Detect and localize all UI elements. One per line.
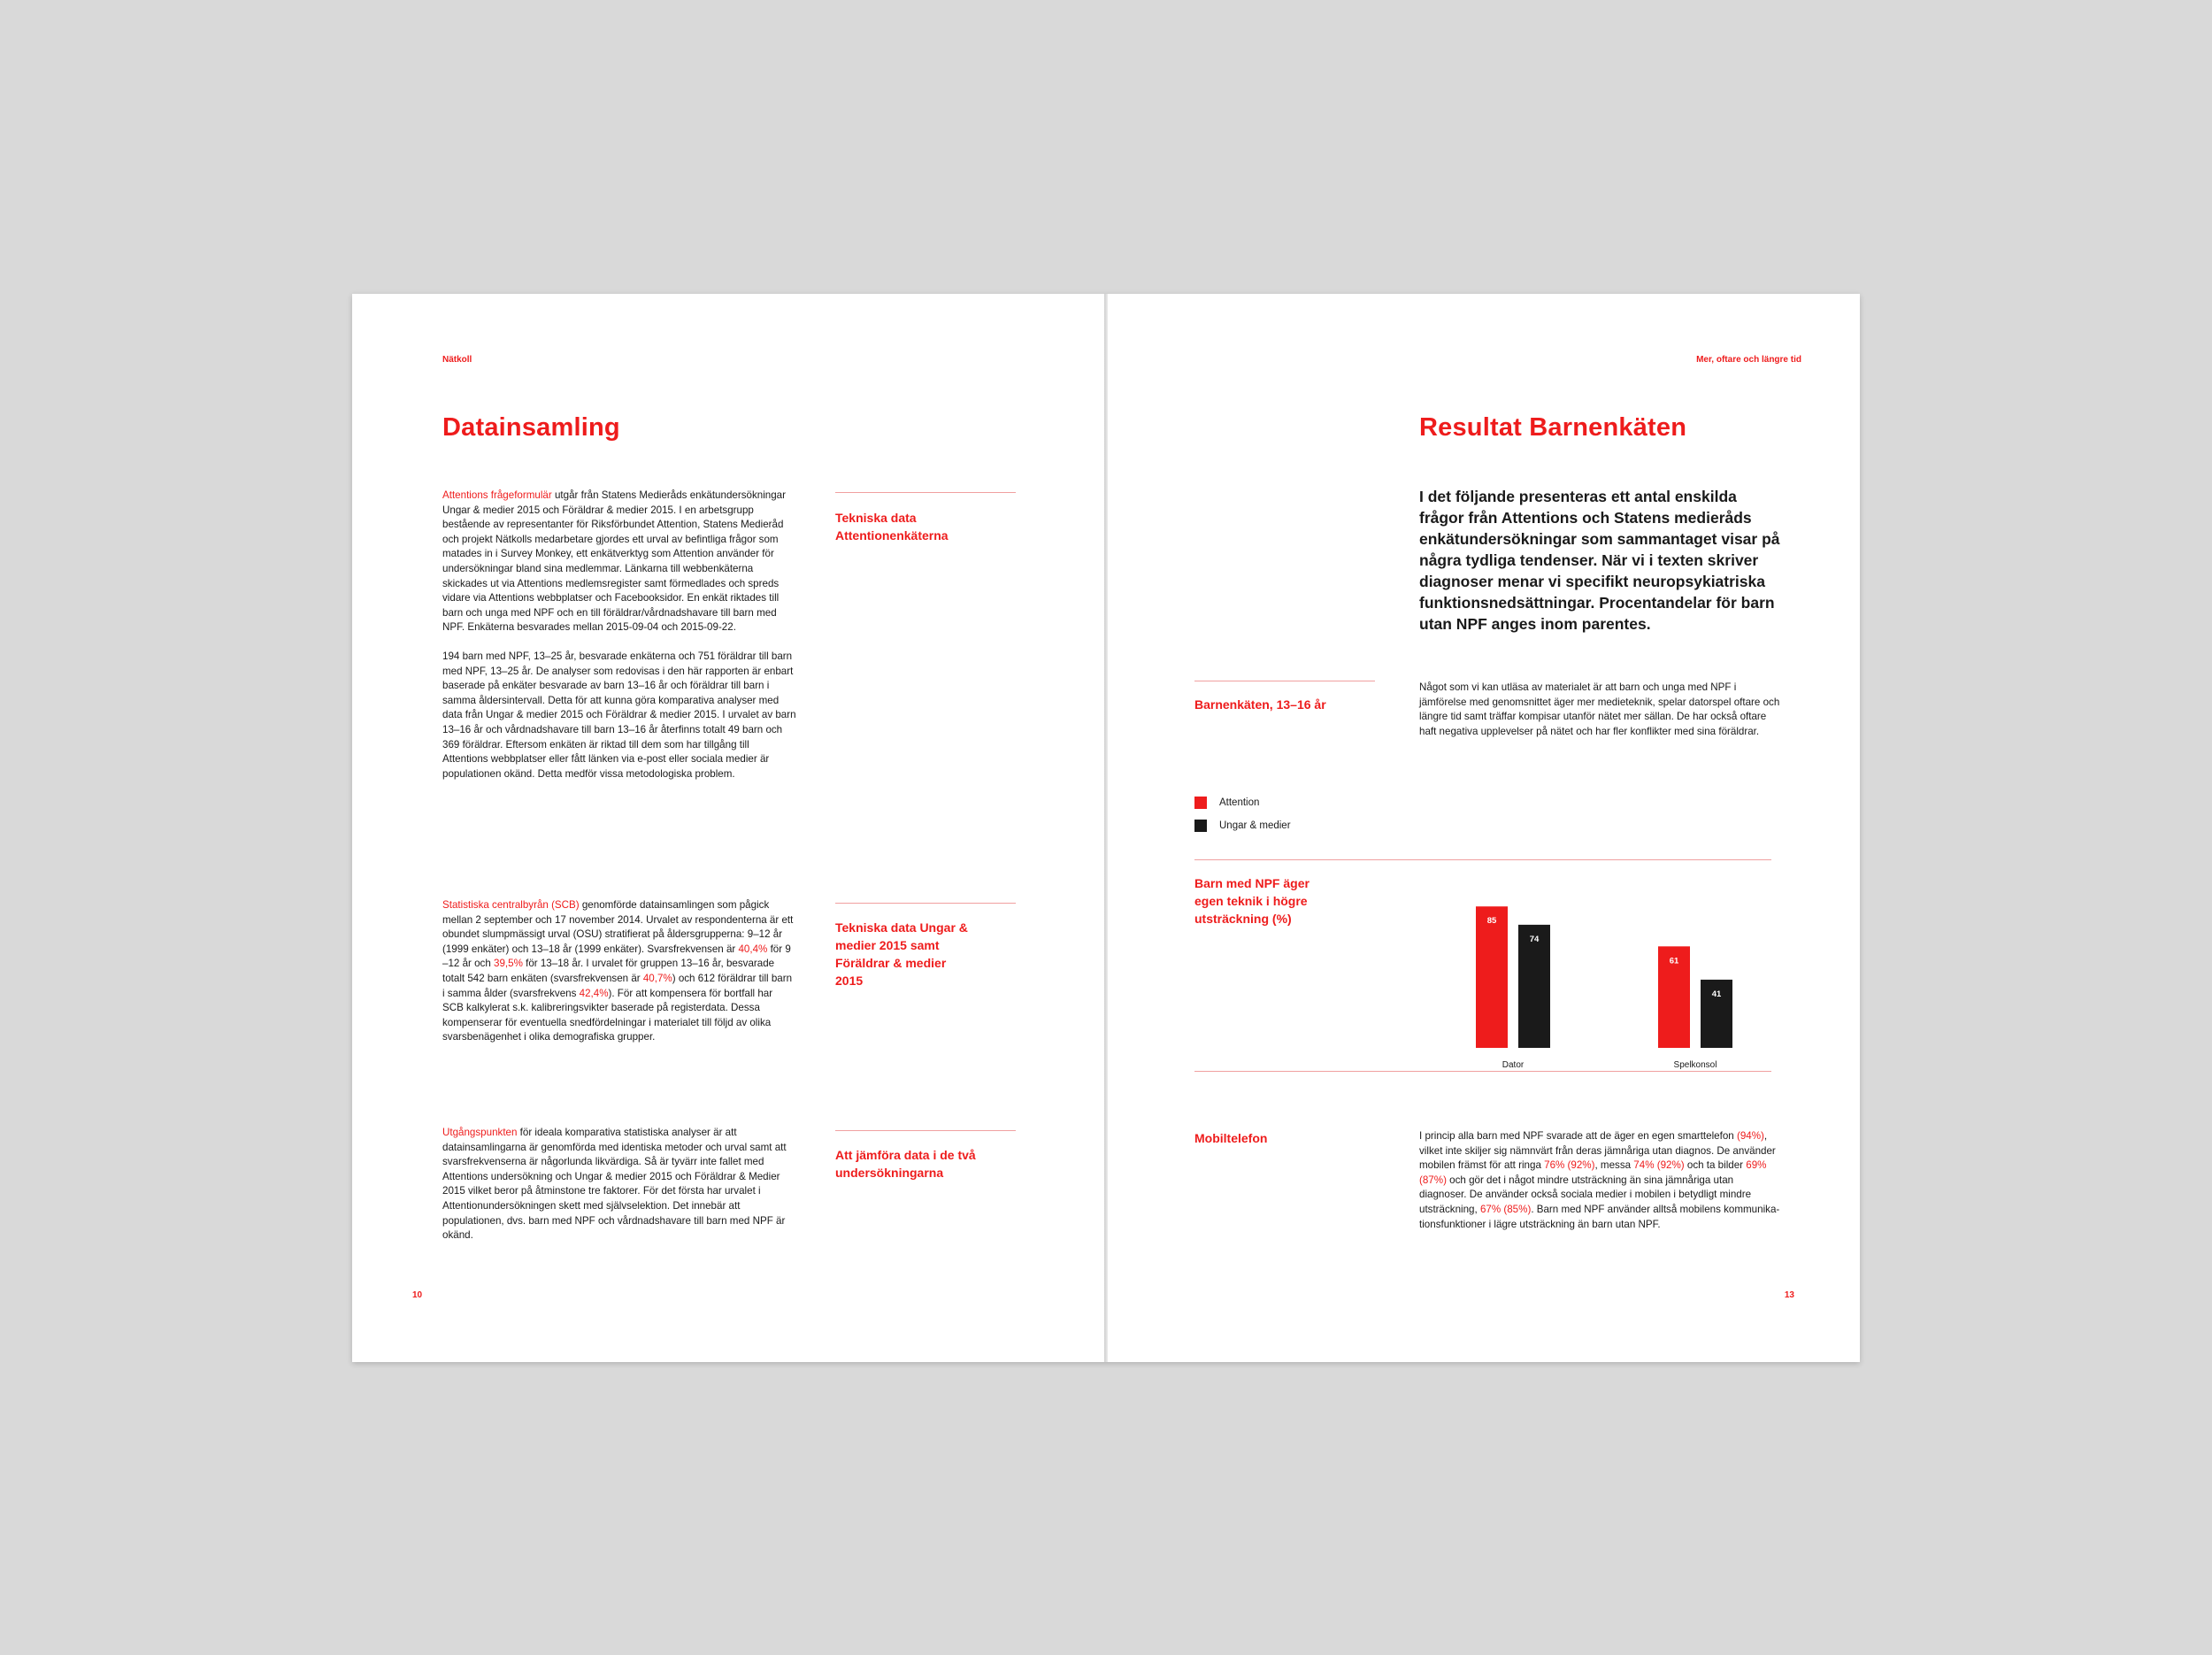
- running-head-right: Mer, oftare och längre tid: [1696, 355, 1801, 365]
- legend-swatch: [1194, 797, 1207, 809]
- chart-top-rule: [1194, 859, 1771, 860]
- side-head-scb: Tekniska data Ungar & medier 2015 samt Föräldrar & medier 2015: [835, 920, 968, 988]
- paragraph: [442, 489, 796, 635]
- highlight: (94%): [1736, 1130, 1764, 1142]
- highlight: 74% (92%): [1633, 1159, 1685, 1172]
- highlight: 39,5%: [494, 958, 523, 970]
- text-run: genomförde datainsamlingen som pågick mellan 2 september och 17 november 2014. Urvalet av respondenterna är ett obundet slumpmässigt urval (OSU) stratifierat på åldersgrupperna: 9–12 år (1999 enkäter) och 13–18 år (1999 enkäter). Svarsfrekvensen är: [442, 899, 794, 955]
- lead-in: Statistiska centralbyrån (SCB): [442, 899, 580, 911]
- legend-item-attention: [1194, 795, 1291, 811]
- text-run: I princip alla barn med NPF svarade att de äger en egen smarttelefon: [1419, 1130, 1737, 1142]
- highlight: 76% (92%): [1544, 1159, 1595, 1172]
- bar-dator-attention: [1476, 906, 1508, 1048]
- text-run: för 9 –12 år och: [442, 943, 791, 970]
- chart-bottom-rule: [1194, 1071, 1771, 1072]
- legend-label: Ungar & medier: [1219, 820, 1291, 831]
- lead-in: Utgångspunkten: [442, 1127, 518, 1138]
- paragraph: [1419, 1129, 1782, 1232]
- legend-item-ungar: [1194, 818, 1291, 834]
- text-run: för ideala komparativa statistiska analyser är att datainsamlingarna är genomförda med identiska metoder och urval samt att svarsfrekvenserna är någorlunda likvärdiga. Så är tyvärr inte fallet med Attentions undersökning och Ungar & medier 2015 och Föräldrar & Medier 2015 vilket beror på åtminstone tre faktorer. För det första har urvalet i Attentionundersökningen skett med självselektion. Det innebär att populationen, dvs. barn med NPF och vårdnadshavare till barn med NPF är okänd.: [442, 1127, 787, 1242]
- highlight: 40,4%: [738, 943, 768, 955]
- chart-legend: [1194, 795, 1291, 834]
- category-label: Spelkonsol: [1673, 1060, 1717, 1070]
- side-rule: [835, 492, 1016, 493]
- paragraph: [442, 1126, 796, 1243]
- section-head-barnenkaten: Barnenkäten, 13–16 år: [1194, 697, 1326, 712]
- document-spread: [352, 294, 1860, 1362]
- side-head-comparison: Att jämföra data i de två undersökningarna: [835, 1148, 976, 1180]
- section-scb-text: [442, 898, 796, 1045]
- text-run: . Barn med NPF använder alltså mobilens kommunikationsfunktioner i lägre utsträckning än barn utan NPF.: [1419, 1203, 1780, 1230]
- highlight: 69% (87%): [1419, 1159, 1767, 1186]
- bar-value-label: 85: [1486, 916, 1497, 927]
- page-number-right: 13: [1784, 1290, 1794, 1300]
- bar-value-label: 74: [1529, 934, 1540, 944]
- section-text-barnenkaten: Något som vi kan utläsa av materialet är att barn och unga med NPF i jämförelse med genomsnittet äger mer medieteknik, spelar datorspel oftare och längre tid samt träffar kompisar utanför nätet mer sällan. De har också oftare haft negativa upplevelser på nätet och har fler konflikter med sina föräldrar.: [1419, 681, 1780, 737]
- text-run: , messa: [1594, 1159, 1634, 1172]
- legend-label: Attention: [1219, 797, 1260, 808]
- text-run: , vilket inte skiljer sig nämnvärt från deras jämnåriga utan diagnos. De använder mobilen främst för att ringa: [1419, 1130, 1776, 1172]
- category-label: Dator: [1502, 1060, 1525, 1070]
- side-head-attention: Tekniska data Attentionenkäterna: [835, 511, 949, 543]
- legend-swatch: [1194, 820, 1207, 832]
- right-page: [1108, 294, 1860, 1362]
- highlight: 42,4%: [579, 987, 609, 999]
- side-rule: [835, 1130, 1016, 1131]
- section-text-mobiltelefon: [1419, 1129, 1782, 1232]
- running-head-left: Nätkoll: [442, 355, 472, 365]
- highlight: 40,7%: [642, 972, 672, 984]
- text-run: och gör det i något mindre utsträckning än sina jämnåriga utan diagnoser. De använder också sociala medier i mobilen i betydligt mindre utsträckning,: [1419, 1174, 1752, 1215]
- lead-in: Attentions frågeformulär: [442, 489, 552, 501]
- page-number-left: 10: [412, 1290, 423, 1300]
- page-title-left: Datainsamling: [442, 413, 620, 442]
- paragraph: 194 barn med NPF, 13–25 år, besvarade enkäterna och 751 föräldrar till barn med NPF, 13–25 år. De analyser som redovisas i den här rapporten är enbart baserade på enkäter besvarade av barn 13–16 år och föräldrar till barn i samma åldersintervall. Detta för att kunna göra komparativa analyser med data från Ungar & medier 2015 och Föräldrar & medier 2015. I urvalet av barn 13–16 år och vårdnadshavare till barn 13–16 år återfinns totalt 49 barn och 369 föräldrar. Eftersom enkäten är riktad till dem som har tillgång till Attentions webbplatser eller fått länken via e-post eller sociala medier är populationen okänd. Detta medför vissa metodologiska problem.: [442, 650, 796, 780]
- paragraph: [442, 898, 796, 1045]
- bar-chart: [1373, 869, 1771, 1070]
- side-rule: [835, 903, 1016, 904]
- section-head-mobiltelefon: Mobiltelefon: [1194, 1131, 1268, 1145]
- paragraph-text: utgår från Statens Medieråds enkätundersökningar Ungar & medier 2015 och Föräldrar & medier 2015. I en arbetsgrupp bestående av representanter för Riksförbundet Attention, Statens Medieråd och projekt Nätkolls medarbetare gjordes ett urval av befintliga frågor som matades in i Survey Monkey, ett enkätverktyg som Attention använder för undersökningar bland sina medlemmar. Länkarna till webbenkäterna skickades ut via Attentions medlemsregister samt förmedlades och spreds vidare via Attentions webbplatser och Facebooksidor. En enkät riktades till barn och unga med NPF och en till föräldrar/vårdnadshavare till barn med NPF. Enkäterna besvarades mellan 2015-09-04 och 2015-09-22.: [442, 489, 786, 634]
- bar-value-label: 61: [1669, 956, 1679, 966]
- chart-title: Barn med NPF äger egen teknik i högre utsträckning (%): [1194, 876, 1310, 926]
- text-run: och ta bilder: [1684, 1159, 1747, 1172]
- left-page: [352, 294, 1104, 1362]
- text-run: ) och 612 föräldrar till barn i samma ålder (svarsfrekvens: [442, 972, 793, 999]
- text-run: ). För att kompensera för bortfall har SCB kalkylerat s.k. kalibreringsvikter baserade på registerdata. Dessa kompenserar för eventuella snedfördelningar i materialet till följd av olika svarsbenägenhet i olika demografiska grupper.: [442, 987, 773, 1043]
- page-title-right: Resultat Barnenkäten: [1419, 413, 1687, 442]
- section-attention-text: [442, 489, 796, 781]
- text-run: för 13–18 år. I urvalet för gruppen 13–16 år, besvarade totalt 542 barn enkäten (svarsfrekvensen är: [442, 958, 775, 984]
- section-comparison-text: [442, 1126, 796, 1243]
- bar-value-label: 41: [1711, 989, 1722, 999]
- intro-text: I det följande presenteras ett antal enskilda frågor från Attentions och Statens medieråds enkätundersökningar som sammantaget visar på några tydliga tendenser. När vi i texten skriver diagnoser menar vi specifikt neuropsykiatriska funktionsnedsättningar. Procentandelar för barn utan NPF anges inom parentes.: [1419, 488, 1780, 633]
- highlight: 67% (85%): [1479, 1203, 1532, 1215]
